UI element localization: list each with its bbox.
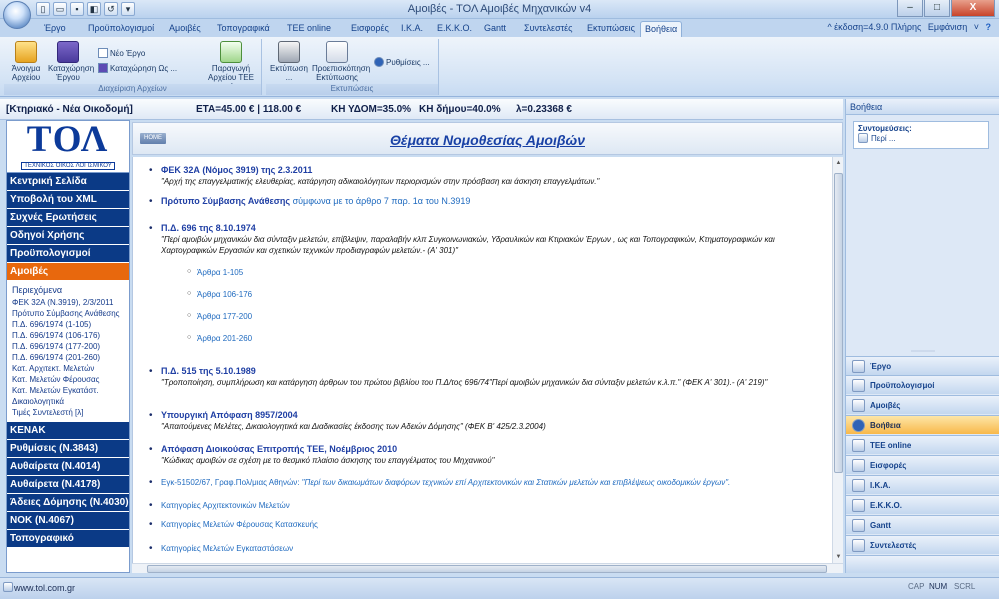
tabs-right-info bbox=[827, 22, 991, 32]
tab-coefficients[interactable]: Συντελεστές bbox=[524, 23, 573, 33]
sigma-icon bbox=[852, 379, 865, 392]
tab-contributions[interactable]: Εισφορές bbox=[351, 23, 389, 33]
help-icon[interactable]: ? bbox=[985, 22, 991, 32]
shortcuts-box bbox=[853, 121, 989, 149]
print-button[interactable]: Εκτύπωση ... bbox=[269, 41, 309, 82]
sidebar-sublinks bbox=[7, 281, 129, 422]
entry-title[interactable]: Π.Δ. 515 της 5.10.1989 bbox=[161, 366, 256, 376]
window-title: Αμοιβές - ΤΟΛ Αμοιβές Μηχανικών v4 bbox=[407, 3, 592, 15]
pane-bottom-bar bbox=[846, 555, 999, 573]
save-disk-icon bbox=[57, 41, 79, 63]
sidebar-item-arbitrary-4178[interactable]: Αυθαίρετα (Ν.4178) bbox=[7, 476, 129, 494]
application-menu-button[interactable] bbox=[3, 1, 31, 29]
lambda-value: λ=0.23368 € bbox=[516, 104, 572, 115]
maximize-button[interactable]: □ bbox=[924, 0, 950, 17]
entry-text: "Κώδικας αμοιβών σε σχέση με το θεσμικό πλαίσιο άσκησης του επαγγέλματος του Μηχανικού" bbox=[161, 456, 495, 465]
sidebar-item-faq[interactable]: Συχνές Ερωτήσεις bbox=[7, 209, 129, 227]
shortcuts-title: Συντομεύσεις: bbox=[858, 124, 912, 133]
pane-nav-coefficients[interactable]: Συντελεστές bbox=[846, 535, 999, 554]
scroll-thumb[interactable] bbox=[834, 173, 843, 473]
article-link[interactable]: ○ Άρθρα 1-105 bbox=[197, 268, 243, 277]
sublink[interactable]: Πρότυπο Σύμβασης Ανάθεσης bbox=[12, 309, 120, 318]
version-label: ^ έκδοση=4.9.0 Πλήρης bbox=[827, 22, 922, 32]
horizontal-scrollbar[interactable] bbox=[132, 563, 843, 573]
caps-lock-indicator: CAP bbox=[908, 582, 925, 591]
save-as-button[interactable]: Καταχώρηση Ως ... bbox=[98, 63, 177, 73]
pane-title: Βοήθεια bbox=[846, 99, 999, 115]
tab-ika[interactable]: Ι.Κ.Α. bbox=[401, 23, 424, 33]
egk-link-text: "Περί των δικαιωμάτων διαφόρων τεχνικών επί Αρχιτεκτονικών και Στατικών μελετών και επιβλέψεως οικοδομικών έργων". bbox=[299, 478, 731, 487]
pane-nav-ika[interactable]: Ι.Κ.Α. bbox=[846, 475, 999, 494]
entry-title[interactable]: Απόφαση Διοικούσας Επιτροπής ΤΕΕ, Νοέμβριος 2010 bbox=[161, 444, 398, 454]
save-as-icon bbox=[98, 63, 108, 73]
sublink[interactable]: Δικαιολογητικά bbox=[12, 397, 64, 406]
new-project-button[interactable]: Νέο Έργο bbox=[98, 48, 145, 58]
article-link[interactable]: ○ Άρθρα 201-260 bbox=[197, 334, 252, 343]
bullet-icon: • bbox=[149, 519, 153, 530]
close-button[interactable]: X bbox=[951, 0, 995, 17]
bullet-icon: • bbox=[149, 444, 153, 455]
new-document-icon bbox=[98, 48, 108, 58]
list-item bbox=[149, 196, 831, 207]
sidebar-item-topographic[interactable]: Τοπογραφικό bbox=[7, 530, 129, 548]
bullet-icon: • bbox=[149, 223, 153, 234]
open-folder-icon bbox=[15, 41, 37, 63]
print-preview-button[interactable]: Προεπισκόπηση Εκτύπωσης bbox=[312, 41, 362, 82]
pane-splitter[interactable]: ⋯⋯⋯⋯ bbox=[911, 349, 935, 355]
status-bar bbox=[0, 577, 999, 599]
sublink[interactable]: Π.Δ. 696/1974 (1-105) bbox=[12, 320, 92, 329]
web-icon bbox=[3, 582, 13, 592]
generate-tee-xml-button[interactable]: Παραγωγή Αρχείου ΤΕΕ bbox=[204, 41, 258, 91]
sublink[interactable]: Κατ. Μελετών Φέρουσας bbox=[12, 375, 100, 384]
sublink[interactable]: Τιμές Συντελεστή [λ] bbox=[12, 408, 84, 417]
entry-link[interactable] bbox=[161, 477, 831, 488]
tab-tee-online[interactable]: TEE online bbox=[287, 23, 332, 33]
gantt-icon bbox=[852, 519, 865, 532]
bullet-icon: • bbox=[149, 477, 153, 488]
table-icon bbox=[852, 539, 865, 552]
project-type: [Κτηριακό - Νέα Οικοδομή] bbox=[6, 104, 133, 115]
logo-mark: ΤΟΛ bbox=[26, 120, 110, 160]
list-item bbox=[149, 410, 831, 432]
help-icon bbox=[852, 419, 865, 432]
home-button[interactable]: HOME bbox=[140, 133, 166, 144]
eta-value: ΕΤΑ=45.00 € | 118.00 € bbox=[196, 104, 302, 115]
new-file-icon[interactable]: ▯ bbox=[36, 2, 50, 16]
save-project-button[interactable]: Καταχώρηση Έργου bbox=[48, 41, 88, 82]
entry-text: "Τροποποίηση, συμπλήρωση και κατάργηση άρθρων του πρώτου βιβλίου του Π.Δ/τος 696/74"Περί αμοιβών μηχανικών δια σύνταξιν μελετών κ.λ.π." (ΦΕΚ Α' 301).- (Α' 219)" bbox=[161, 378, 768, 387]
sidebar-item-settings-3843[interactable]: Ρυθμίσεις (Ν.3843) bbox=[7, 440, 129, 458]
dropdown-icon[interactable]: ▾ bbox=[121, 2, 135, 16]
entry-text: "Απαιτούμενες Μελέτες, Δικαιολογητικά και Διαδικασίες έκδοσης των Αδειών Δόμησης" (ΦΕΚ Β' 425/2.3.2004) bbox=[161, 422, 546, 431]
sidebar bbox=[6, 120, 130, 573]
list-item bbox=[149, 500, 831, 511]
sublink[interactable]: Κατ. Μελετών Εγκατάστ. bbox=[12, 386, 99, 395]
pane-nav-help[interactable]: Βοήθεια bbox=[846, 415, 999, 434]
print-preview-icon bbox=[326, 41, 348, 63]
entry-text: "Περί αμοιβών μηχανικών δια σύνταξιν μελετών, επίβλεψιν, παραλαβήν κλπ Συγκοινωνιακών, Υδραυλικών και Κτιριακών Έργων , ως και Τοπογραφικών, Κτηματογραφικών και Χαρτογραφικών Εργασιών και σχετικών τεχνικών προδιαγραφών μελετών.- (Α' 301)" bbox=[161, 235, 775, 255]
tab-help[interactable]: Βοήθεια bbox=[640, 21, 682, 37]
project-info-bar bbox=[0, 99, 843, 120]
entry-title[interactable]: Υπουργική Απόφαση 8957/2004 bbox=[161, 410, 298, 420]
group-file-management bbox=[4, 39, 262, 95]
list-item bbox=[149, 366, 831, 388]
sublink[interactable]: Π.Δ. 696/1974 (106-176) bbox=[12, 331, 101, 340]
ribbon-tabs bbox=[0, 19, 999, 37]
group-prints bbox=[266, 39, 439, 95]
sidebar-item-kenak[interactable]: ΚΕΝΑΚ bbox=[7, 422, 129, 440]
entry-link[interactable]: Κατηγορίες Μελετών Φέρουσας Κατασκευής bbox=[161, 520, 318, 529]
pane-nav-tee-online[interactable]: TEE online bbox=[846, 435, 999, 454]
xml-file-icon bbox=[220, 41, 242, 63]
document-icon bbox=[852, 499, 865, 512]
bullet-icon: • bbox=[149, 196, 153, 207]
content-header bbox=[132, 122, 843, 155]
page-title: Θέματα Νομοθεσίας Αμοιβών bbox=[389, 132, 585, 148]
article-link[interactable]: ○ Άρθρα 106-176 bbox=[197, 290, 252, 299]
open-file-button[interactable]: Άνοιγμα Αρχείου bbox=[6, 41, 46, 82]
bullet-icon: • bbox=[149, 543, 153, 554]
entry-title[interactable]: Π.Δ. 696 της 8.10.1974 bbox=[161, 223, 256, 233]
content-area bbox=[132, 157, 832, 563]
pane-nav-ekko[interactable]: Ε.Κ.Κ.Ο. bbox=[846, 495, 999, 514]
tab-prints[interactable]: Εκτυπώσεις bbox=[587, 23, 635, 33]
sidebar-item-nok[interactable]: ΝΟΚ (Ν.4067) bbox=[7, 512, 129, 530]
view-menu[interactable]: Εμφάνιση bbox=[927, 22, 968, 32]
entry-title-suffix: σύμφωνα με το άρθρο 7 παρ. 1α του Ν.3919 bbox=[290, 196, 471, 206]
tool-icon[interactable]: ◧ bbox=[87, 2, 101, 16]
tab-fees[interactable]: Αμοιβές bbox=[169, 23, 201, 33]
tol-logo bbox=[7, 121, 129, 173]
sidebar-item-xml-submission[interactable]: Υποβολή του XML bbox=[7, 191, 129, 209]
bullet-icon: • bbox=[149, 366, 153, 377]
people-icon bbox=[852, 399, 865, 412]
scroll-lock-indicator: SCRL bbox=[954, 582, 976, 591]
title-bar bbox=[0, 0, 999, 19]
sidebar-item-user-guides[interactable]: Οδηγοί Χρήσης bbox=[7, 227, 129, 245]
entry-link[interactable]: Κατηγορίες Αρχιτεκτονικών Μελετών bbox=[161, 501, 290, 510]
window-controls bbox=[897, 0, 995, 17]
pane-nav-budgets[interactable]: Προϋπολογισμοί bbox=[846, 375, 999, 394]
num-lock-indicator: NUM bbox=[929, 582, 948, 591]
sidebar-item-arbitrary-4014[interactable]: Αυθαίρετα (Ν.4014) bbox=[7, 458, 129, 476]
bullet-icon: • bbox=[149, 410, 153, 421]
sidebar-item-building-permits[interactable]: Άδειες Δόμησης (Ν.4030) bbox=[7, 494, 129, 512]
pane-nav-fees[interactable]: Αμοιβές bbox=[846, 395, 999, 414]
list-item bbox=[149, 477, 831, 488]
vertical-scrollbar[interactable] bbox=[832, 157, 843, 563]
sidebar-item-home[interactable]: Κεντρική Σελίδα bbox=[7, 173, 129, 191]
document-icon bbox=[852, 459, 865, 472]
entry-title[interactable] bbox=[161, 196, 831, 207]
bullet-icon: • bbox=[149, 165, 153, 176]
help-pane bbox=[845, 99, 999, 573]
list-item bbox=[149, 223, 831, 256]
tab-topographic[interactable]: Τοπογραφικά bbox=[217, 23, 270, 33]
pane-nav-ergo[interactable]: Έργο bbox=[846, 356, 999, 375]
group-caption: Εκτυπώσεις bbox=[266, 84, 438, 95]
printer-icon bbox=[278, 41, 300, 63]
open-folder-icon[interactable]: ▭ bbox=[53, 2, 67, 16]
article-link[interactable]: ○ Άρθρα 177-200 bbox=[197, 312, 252, 321]
entry-title-text: Πρότυπο Σύμβασης Ανάθεσης bbox=[161, 196, 291, 206]
kh-dimou-value: ΚΗ δήμου=40.0% bbox=[419, 104, 501, 115]
bullet-icon: • bbox=[149, 500, 153, 511]
ribbon bbox=[0, 37, 999, 97]
entry-text: "Αρχή της επαγγελματικής ελευθερίας, κατάργηση αδικαιολόγητων περιορισμών στην πρόσβαση και άσκηση επαγγελμάτων." bbox=[161, 177, 600, 186]
list-item bbox=[149, 543, 831, 554]
pane-nav-gantt[interactable]: Gantt bbox=[846, 515, 999, 534]
kh-ydom-value: ΚΗ ΥΔΟΜ=35.0% bbox=[331, 104, 412, 115]
tab-ekko[interactable]: Ε.Κ.Κ.Ο. bbox=[437, 23, 473, 33]
sublink[interactable]: ΦΕΚ 32Α (Ν.3919), 2/3/2011 bbox=[12, 298, 114, 307]
sublink[interactable]: Π.Δ. 696/1974 (201-260) bbox=[12, 353, 101, 362]
sublink[interactable]: Περιεχόμενα bbox=[12, 285, 63, 295]
group-caption: Διαχείριση Αρχείων bbox=[4, 84, 261, 95]
list-item bbox=[149, 444, 831, 466]
scroll-down-icon[interactable]: ▼ bbox=[835, 554, 842, 560]
save-icon[interactable]: ▪ bbox=[70, 2, 84, 16]
ika-icon bbox=[852, 479, 865, 492]
list-item bbox=[149, 165, 831, 187]
tee-icon bbox=[852, 439, 865, 452]
home-icon bbox=[852, 360, 865, 373]
tab-ergo[interactable]: Έργο bbox=[44, 23, 66, 33]
undo-icon[interactable]: ↺ bbox=[104, 2, 118, 16]
sublink[interactable]: Π.Δ. 696/1974 (177-200) bbox=[12, 342, 101, 351]
scroll-thumb[interactable] bbox=[147, 565, 827, 573]
egk-link-ref: Εγκ-51502/67, Γραφ.Πολ/μιας Αθηνών: bbox=[161, 478, 300, 487]
entry-title[interactable]: ΦΕΚ 32Α (Νόμος 3919) της 2.3.2011 bbox=[161, 165, 313, 175]
minimize-button[interactable]: – bbox=[897, 0, 923, 17]
pane-nav-contributions[interactable]: Εισφορές bbox=[846, 455, 999, 474]
list-item bbox=[149, 519, 831, 530]
logo-subtitle: ΤΕΧΝΙΚΟΣ ΟΙΚΟΣ ΛΟΓΙΣΜΙΚΟΥ bbox=[21, 162, 115, 170]
tab-gantt[interactable]: Gantt bbox=[484, 23, 507, 33]
sidebar-item-budgets[interactable]: Προϋπολογισμοί bbox=[7, 245, 129, 263]
website-link[interactable]: www.tol.com.gr bbox=[14, 583, 76, 593]
tab-budgets[interactable]: Προϋπολογισμοί bbox=[88, 23, 155, 33]
sidebar-item-fees[interactable]: Αμοιβές bbox=[7, 263, 129, 281]
info-icon bbox=[858, 133, 868, 143]
chevron-down-icon[interactable]: ˅ bbox=[973, 22, 979, 32]
scroll-up-icon[interactable]: ▲ bbox=[835, 160, 842, 166]
sublink[interactable]: Κατ. Αρχιτεκτ. Μελετών bbox=[12, 364, 95, 373]
entry-link[interactable]: Κατηγορίες Μελετών Εγκαταστάσεων bbox=[161, 544, 294, 553]
settings-icon bbox=[374, 57, 384, 67]
shortcut-about[interactable]: Περί ... bbox=[854, 133, 988, 143]
print-settings-button[interactable]: Ρυθμίσεις ... bbox=[374, 57, 430, 67]
